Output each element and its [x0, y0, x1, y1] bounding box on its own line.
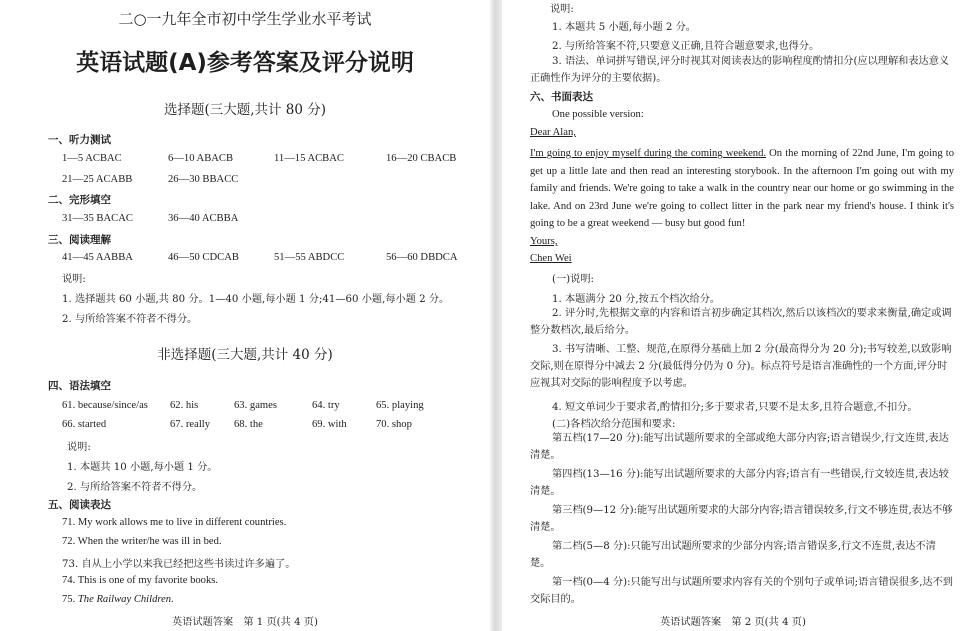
answer-group: 56—60 DBDCA: [386, 252, 458, 263]
note-line: 2. 与所给答案不符者不得分。: [67, 482, 203, 493]
answer-number: 75.: [62, 594, 76, 605]
rule-line: 1. 本题满分 20 分,按五个档次给分。: [552, 294, 721, 305]
answer-item: 74. This is one of my favorite books.: [62, 575, 219, 586]
answer-group: 36—40 ACBBA: [168, 213, 239, 224]
letter-closing: Yours,: [530, 236, 558, 247]
note-label: 说明:: [67, 442, 91, 453]
answer-group: 41—45 AABBA: [62, 252, 133, 263]
note-line: 2. 与所给答案不符,只要意义正确,且符合题意要求,也得分。: [552, 41, 820, 52]
rule-line: 3. 书写清晰、工整、规范,在原得分基础上加 2 分(最高得分为 20 分);书写较差,以致影响交际,则在原得分中减去 2 分(最低得分仍为 0 分)。标点符号是语言准确性的一个方面,评分时应视其对交际的影响程度予以考虑。: [530, 344, 952, 389]
level-description: 第四档(13—16 分):能写出试题所要求的大部分内容;语言有一些错误,行文较连贯,表达较清楚。: [530, 469, 949, 497]
page-footer: 英语试题答案 第 2 页(共 4 页): [660, 617, 806, 628]
note-line: 1. 本题共 5 小题,每小题 2 分。: [552, 22, 696, 33]
note-label: 说明:: [62, 274, 86, 285]
sample-version-label: One possible version:: [552, 109, 644, 120]
answer-group: 51—55 ABDCC: [274, 252, 345, 263]
level-description: 第五档(17—20 分):能写出试题所要求的全部或绝大部分内容;语言错误少,行文连贯,表达清楚。: [530, 433, 949, 461]
section-reading-expression-title: 五、阅读表达: [48, 499, 111, 511]
answer-group: 31—35 BACAC: [62, 213, 133, 224]
levels-heading: (二)各档次给分范围和要求:: [552, 419, 676, 430]
answer-group: 26—30 BBACC: [168, 174, 239, 185]
rule-line: 2. 评分时,先根据文章的内容和语言初步确定其档次,然后以该档次的要求来衡量,确定或调整分数档次,最后给分。: [530, 308, 952, 336]
section-writing-title: 六、书面表达: [530, 91, 593, 103]
answer-item: 71. My work allows me to live in different countries.: [62, 517, 287, 528]
answer-item: 70. shop: [376, 419, 412, 430]
essay-opening-sentence: I'm going to enjoy myself during the coming weekend.: [530, 148, 767, 159]
book-title: The Railway Children.: [77, 594, 174, 605]
answer-group: 11—15 ACBAC: [274, 153, 344, 164]
answer-page-2: [502, 0, 964, 631]
level-description: 第二档(5—8 分):只能写出试题所要求的少部分内容;语言错误多,行文不连贯,表达不清楚。: [530, 541, 936, 569]
answer-item: 64. try: [312, 400, 340, 411]
section-listening-title: 一、听力测试: [48, 134, 111, 146]
answer-item: 62. his: [170, 400, 199, 411]
section-grammar-title: 四、语法填空: [48, 380, 111, 392]
page-footer: 英语试题答案 第 1 页(共 4 页): [172, 617, 318, 628]
answer-group: 21—25 ACABB: [62, 174, 133, 185]
page-title: 英语试题(A)参考答案及评分说明: [76, 50, 414, 76]
answer-item: [62, 594, 174, 605]
section-reading-title: 三、阅读理解: [48, 234, 111, 246]
essay-body: On the morning of 22nd June, I'm going to get up a little late and then read an interesting storybook. In the afternoon I'm going out with my family and friends. We're going to take a walk in the country near our home or go swimming in the lake. And on 23rd June we're going to collect litter in the park near my friend's house. I think it's going to be a great weekend — busy but good fun!: [530, 148, 955, 230]
answer-item: 69. with: [312, 419, 347, 430]
answer-item: 65. playing: [376, 400, 424, 411]
rule-line: 4. 短文单词少于要求者,酌情扣分;多于要求者,只要不是太多,且符合题意,不扣分。: [552, 402, 918, 413]
answer-item: 61. because/since/as: [62, 400, 148, 411]
page-gutter: [490, 0, 502, 631]
answer-item: 72. When the writer/he was ill in bed.: [62, 536, 222, 547]
part1-title: 选择题(三大题,共计 80 分): [163, 102, 327, 118]
note-line: 1. 本题共 10 小题,每小题 1 分。: [67, 462, 218, 473]
note-line: 2. 与所给答案不符者不得分。: [62, 314, 198, 325]
letter-signature: Chen Wei: [530, 253, 572, 264]
answer-group: 46—50 CDCAB: [168, 252, 239, 263]
level-description: 第一档(0—4 分):只能写出与试题所要求内容有关的个别句子或单词;语言错误很多,达不到交际目的。: [530, 577, 953, 605]
letter-salutation: Dear Alan,: [530, 127, 576, 138]
answer-group: 1—5 ACBAC: [62, 153, 122, 164]
answer-item: 68. the: [234, 419, 263, 430]
level-description: 第三档(9—12 分):能写出试题所要求的大部分内容;语言错误较多,行文不够连贯,表达不够清楚。: [530, 505, 953, 533]
answer-item: 67. really: [170, 419, 211, 430]
answer-item: 66. started: [62, 419, 107, 430]
answer-group: 6—10 ABACB: [168, 153, 234, 164]
note-line: 3. 语法、单词拼写错误,评分时视其对阅读表达的影响程度酌情扣分(应以理解和表达意义正确性作为评分的主要依据)。: [530, 56, 950, 84]
answer-item: 73. 自从上小学以来我已经把这些书读过许多遍了。: [62, 559, 296, 570]
note-line: 1. 选择题共 60 小题,共 80 分。1—40 小题,每小题 1 分;41—60 小题,每小题 2 分。: [62, 294, 450, 305]
section-cloze-title: 二、完形填空: [48, 194, 111, 206]
note-label: 说明:: [550, 4, 574, 15]
rules-heading: (一)说明:: [552, 274, 594, 285]
answer-item: 63. games: [234, 400, 277, 411]
sample-essay: [530, 145, 954, 233]
part2-title: 非选择题(三大题,共计 40 分): [157, 347, 333, 363]
exam-header: 二○一九年全市初中学生学业水平考试: [118, 10, 372, 28]
answer-group: 16—20 CBACB: [386, 153, 457, 164]
